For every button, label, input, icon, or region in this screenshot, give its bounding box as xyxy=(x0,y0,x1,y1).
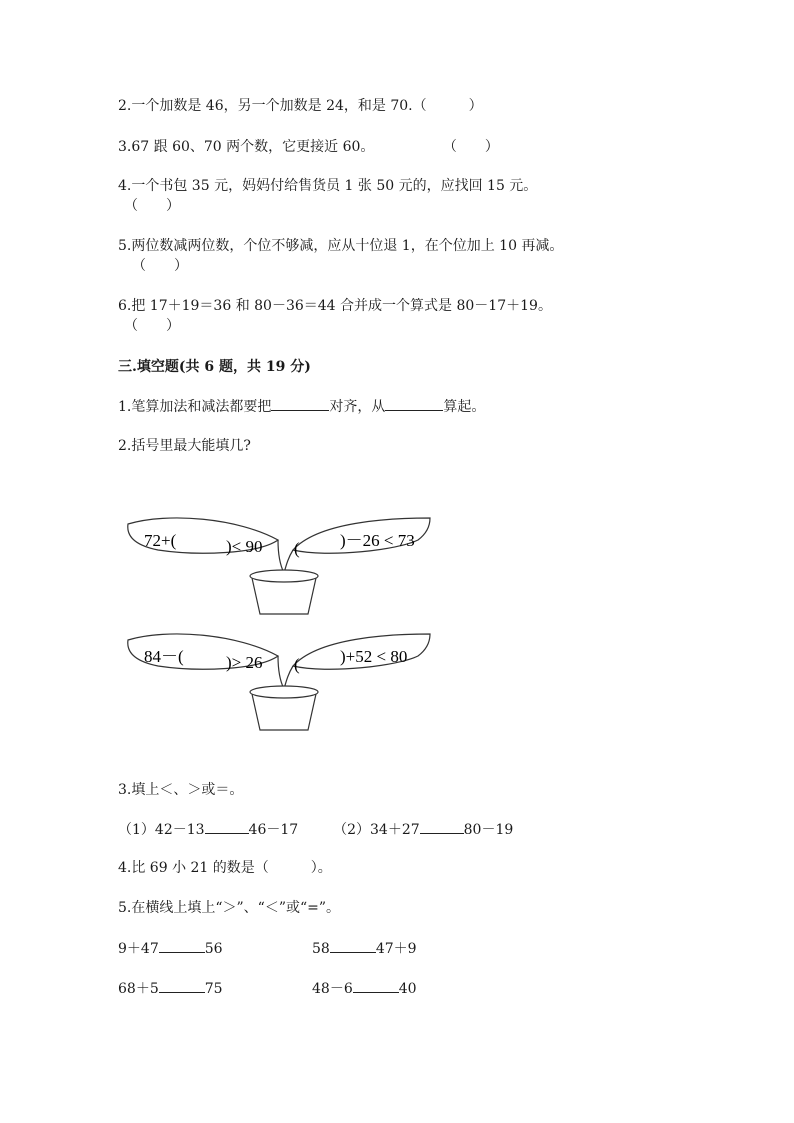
judge-question-2: 2.一个加数是 46，另一个加数是 24，和是 70.（ ） xyxy=(118,98,483,114)
answer-blank[interactable] xyxy=(271,396,329,411)
left-leaf-expr-end: )< 90 xyxy=(226,537,263,556)
fill-question-4: 4.比 69 小 21 的数是（ ）。 xyxy=(118,860,332,876)
compare-row: 9＋47 56 xyxy=(118,938,223,959)
answer-parentheses[interactable]: （ ） xyxy=(124,198,180,214)
answer-blank[interactable] xyxy=(205,819,249,834)
pot-rim xyxy=(250,570,318,582)
compare-row: （1）42－13 46－17 （2）34＋27 80－19 xyxy=(118,819,513,840)
answer-blank[interactable] xyxy=(159,938,205,953)
left-leaf-expr-end: )> 26 xyxy=(226,653,263,672)
compare-row: 48－6 40 xyxy=(312,978,417,999)
judge-question-5: 5.两位数减两位数，个位不够减，应从十位退 1，在个位加上 10 再减。 xyxy=(118,238,564,254)
judge-question-4: 4.一个书包 35 元，妈妈付给售货员 1 张 50 元的，应找回 15 元。 xyxy=(118,178,538,194)
left-stem xyxy=(278,656,284,689)
answer-parentheses[interactable]: （ ） xyxy=(442,139,499,155)
right-leaf-expr: )+52 < 80 xyxy=(340,647,408,666)
answer-blank[interactable] xyxy=(385,396,443,411)
fill-question-2: 2.括号里最大能填几? xyxy=(118,438,251,454)
judge-question-6: 6.把 17＋19＝36 和 80－36＝44 合并成一个算式是 80－17＋19。 xyxy=(118,298,552,314)
answer-blank[interactable] xyxy=(330,938,376,953)
section-heading: 三.填空题(共 6 题，共 19 分) xyxy=(118,359,311,375)
answer-blank[interactable] xyxy=(159,978,205,993)
plant-figure-1 xyxy=(118,510,438,620)
answer-parentheses[interactable]: （ ） xyxy=(124,318,180,334)
fill-question-3: 3.填上＜、＞或＝。 xyxy=(118,782,244,798)
pot-body xyxy=(252,578,316,614)
compare-row: 68＋5 75 xyxy=(118,978,223,999)
answer-blank[interactable] xyxy=(353,978,399,993)
pot-rim xyxy=(250,686,318,698)
left-stem xyxy=(278,540,284,573)
fill-question-1: 1.笔算加法和减法都要把 对齐，从 算起。 xyxy=(118,396,485,417)
plant-figure-2 xyxy=(118,626,438,736)
left-leaf-expr-start: 72+( xyxy=(144,531,177,550)
compare-row: 58 47＋9 xyxy=(312,938,417,959)
right-leaf-open-paren: ( xyxy=(294,539,300,558)
pot-body xyxy=(252,694,316,730)
right-leaf-expr: )－26 < 73 xyxy=(340,531,415,550)
answer-blank[interactable] xyxy=(420,819,464,834)
right-leaf-open-paren: ( xyxy=(294,655,300,674)
answer-parentheses[interactable]: （ ） xyxy=(132,258,188,274)
judge-question-3: 3.67 跟 60、70 两个数，它更接近 60。 （ ） xyxy=(118,139,499,155)
fill-question-5: 5.在横线上填上“＞”、“＜”或“=”。 xyxy=(118,900,341,916)
left-leaf-expr-start: 84－( xyxy=(144,647,184,666)
